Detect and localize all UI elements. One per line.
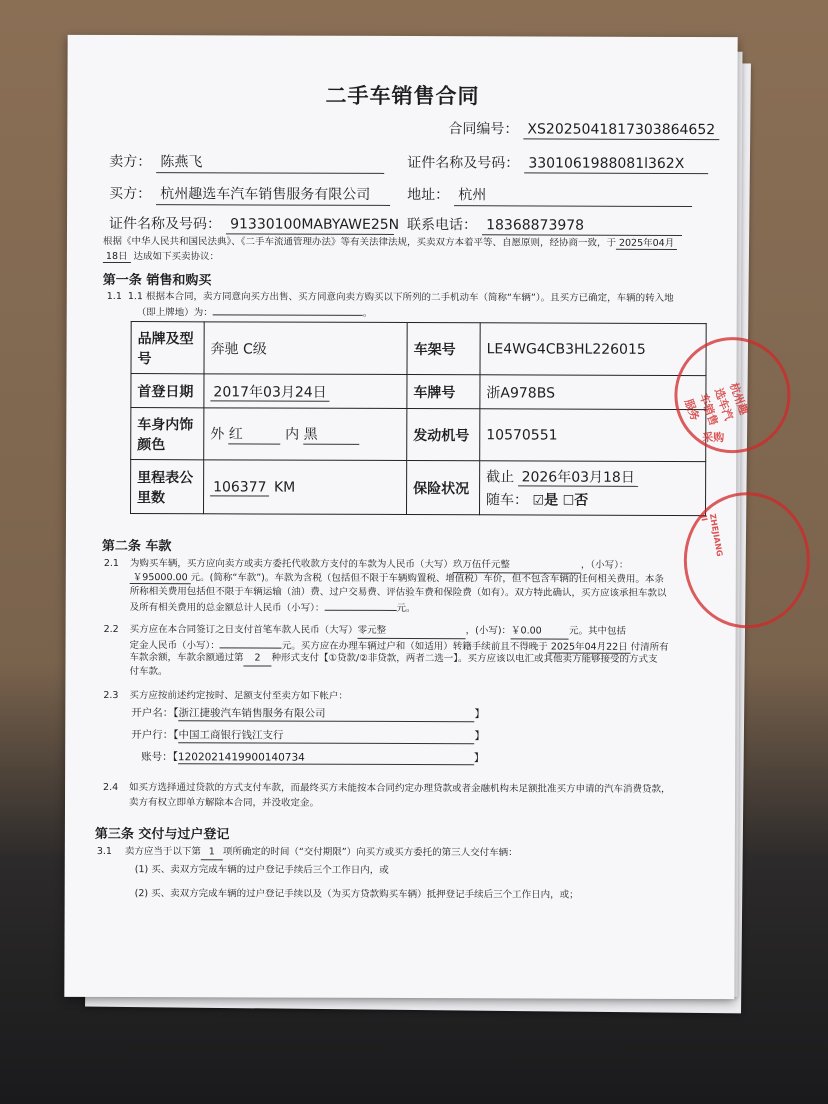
clause-2-2-b: 定金人民币（小写）： [129,640,220,652]
clause-2-3-num: 2.3 [103,689,119,702]
account-name-blank [179,705,475,722]
amount-cn-value: 玖万伍仟元整 [452,559,510,571]
yes-label: 是 [544,492,559,509]
clause-2-2-c: 车款余额，车款余额通过第 [129,652,244,664]
account-bank-label: 开户行：【 [131,729,179,742]
contract-page [64,35,751,999]
buyer-row [109,183,390,206]
engine-value: 10570551 [480,409,706,462]
address-label: 地址： [407,187,450,204]
account-bank-row [131,727,485,744]
vehicle-table [130,321,707,516]
clause-3-1-num: 3.1 [96,845,112,857]
account-bank-value: 中国工商银行钱江支行 [178,729,284,742]
vin-label: 车架号 [407,323,480,375]
mileage-label: 里程表公里数 [131,460,204,514]
clause-3-1-item-1: (1) 买、卖双方完成车辆的过户登记手续后三个工作日内，或 [134,864,389,876]
with-car-label: 随车： [486,492,529,509]
account-name-label: 开户名：【 [131,707,179,720]
total-blank [324,600,396,611]
pay-method-num: 2 [254,652,261,664]
seller-id-label: 证件名称及号码： [407,155,520,172]
item-num-blank [201,845,223,860]
phone-value: 18368873978 [482,217,682,236]
clause-2-3-text: 买方应按前述约定按时、足额支付至卖方如下帐户： [129,690,348,702]
seller-id-value: 3301061988081l362X [524,155,708,174]
clause-2-2-small: ，(小写)： [465,625,512,637]
buyer-value: 杭州趣选车汽车销售服务有限公司 [156,183,390,206]
clause-2-2-a: 买方应在本合同签订之日支付首笔车款人民币（大写） [129,624,358,636]
contract-no-label: 合同编号： [448,121,519,138]
account-name-value: 浙江捷骏汽车销售服务有限公司 [178,707,326,720]
clause-2-2-num: 2.2 [103,623,119,636]
intro-text-2: 达成如下买卖协议： [133,251,220,263]
int-label: 内 [285,426,300,443]
int-color-value: 黑 [303,426,318,443]
brand-label: 品牌及型号 [131,322,204,374]
pay-method-blank [243,651,271,666]
art1-body-2: （即上牌地）为： [136,307,213,319]
reg-date-value: 2017年03月24日 [210,384,329,401]
clause-2-1-num: 2.1 [103,557,119,570]
table-row [131,322,706,376]
clause-2-1-line-4 [130,599,416,616]
mileage-cell [204,460,407,515]
transfer-location-blank [213,304,363,316]
seller-label: 卖方： [109,153,152,171]
phone-row [407,214,682,236]
buyer-id-value: 91330100MABYAWE25N [226,216,394,235]
account-bank-blank [178,727,474,744]
clause-2-2-a-end: 元。其中包括 [569,625,627,637]
first-pay-cn: 零元整 [357,624,387,636]
ext-color-value: 红 [228,426,243,443]
article-1-title: 第一条 销售和购买 [102,272,212,289]
first-pay-blank [511,624,569,639]
bank-seal-text: ZHEJIANG JI [698,512,725,558]
clause-2-4-line-2: 卖方有权立即单方解除本合同，并没收定金。 [128,797,320,809]
deposit-blank [220,637,282,648]
plate-value: 浙A978BS [480,375,706,410]
article-1-text-2 [137,304,373,321]
contract-no-row [448,118,719,139]
clause-2-1-d: 及所有相关费用的总金额总计人民币（小写）： [129,602,325,614]
contract-title: 二手车销售合同 [325,83,480,109]
table-row [131,408,706,462]
insurance-prefix: 截止 [486,469,515,486]
clause-2-2-line-4: 付车款。 [129,666,168,678]
account-no-blank [178,751,474,765]
buyer-id-label: 证件名称及号码： [108,215,222,233]
address-value: 杭州 [454,184,692,207]
clause-2-1-small: ，（小写）： [580,559,629,571]
ext-color-blank [229,423,281,444]
item-num-value: 1 [208,846,215,858]
brand-value: 奔驰 C级 [204,322,407,375]
phone-label: 联系电话： [406,217,478,234]
mileage-unit: KM [273,479,296,496]
bracket-close-1: 】 [474,708,486,721]
checkbox-empty-icon: ☐ [562,493,575,509]
clause-2-2-b3: 付清所有 [630,641,669,653]
ext-label: 外 [210,426,225,443]
clause-2-1-b: 元。(简称“车款”)。车款为含税（包括但不限于车辆购置税、增值税）车价，但不包含车辆的任何相关费用。本条 [190,572,664,585]
article-2-title: 第二条 车款 [101,538,172,555]
art1-num: 1.1 [106,290,122,303]
clause-2-2-c2: 种形式支付【①贷款/②非贷款，两者二选一】。买方应该以电汇或其他卖方能够接受的方式支 [271,652,658,665]
clause-2-1-line-3: 所称相关费用包括但不限于车辆运输（油）费、过户交易费、评估验车费和保险费（如有）。双方特此确认，买方应该承担车款以 [129,586,667,599]
clause-2-1-d-end: 元。 [396,602,416,615]
plate-label: 车牌号 [407,375,480,409]
reg-date-cell [204,374,407,409]
insurance-date: 2026年03月18日 [519,469,638,486]
insurance-date-row [486,466,699,487]
insurance-label: 保险状况 [407,461,480,515]
seller-id-row [407,152,708,174]
art1-body: 1.1 根据本合同，卖方同意向买方出售、买方同意向卖方购买以下所列的二手机动车（简称“车辆”）。且买方已确定，车辆的转入地 [127,291,674,304]
intro-date-2: 18日 [103,251,131,263]
table-row [131,374,706,410]
seal-text: 杭州趣选车汽车销售服务 [681,381,751,428]
clause-2-1-a: 为购买车辆，买方应向卖方或卖方委托代收款方支付的车款为人民币（大写） [129,558,453,571]
amount-value: ￥95000.00 [130,572,191,584]
with-car-row [486,489,699,510]
table-row [131,460,706,516]
int-color-blank [304,424,360,445]
insurance-cell [480,461,706,516]
intro-date: 2025年04月 [616,238,677,250]
clause-2-4-num: 2.4 [103,781,119,794]
clause-3-1-text [125,845,518,861]
clause-2-4-line-1: 如买方选择通过贷款的方式支付车款，而最终买方未能按本合同约定办理贷款或者金融机构未足额批准买方申请的汽车消费贷款， [129,782,671,795]
account-no-row [141,749,484,765]
bracket-close-2: 】 [474,730,486,743]
clause-3-1-a2: 项所确定的时间（“交付期限”）向买方或买方委托的第三人交付车辆： [222,846,518,859]
mileage-value: 106377 [210,479,270,496]
reg-date-label: 首登日期 [131,374,204,408]
final-pay-date: 2025年04月22日 [548,642,631,654]
account-no-value: 1202021419900140734 [177,751,305,764]
intro-line-1 [103,235,677,251]
checkbox-checked-icon: ☑ [532,493,545,509]
color-cell [204,408,407,461]
seller-row [109,151,384,174]
clause-2-2-line-3 [129,651,657,668]
clause-3-1-a: 卖方应当于以下第 [124,846,201,858]
buyer-id-row [108,213,400,235]
clause-2-2-b2: 元。买方应在办理车辆过户和（如适用）转籍手续前且不得晚于 [281,640,548,653]
intro-text: 根据《中华人民共和国民法典》、《二手车流通管理办法》等有关法律法规，买卖双方本着平等、自愿原则，经协商一致，于 [102,235,616,249]
seller-value: 陈燕飞 [156,151,384,174]
clause-3-1-item-2: (2) 买、卖双方完成车辆的过户登记手续以及（为买方贷款购买车辆）抵押登记手续后三个工作日内，或； [134,888,579,901]
no-label: 否 [574,492,589,509]
account-name-row [131,705,485,722]
vin-value: LE4WG4CB3HL226015 [480,323,706,376]
bracket-close-3: 】 [473,752,485,765]
account-no-label: 账号：【 [141,751,178,764]
art1-body-2-end: 。 [362,307,373,319]
first-pay-amount: ￥0.00 [511,625,542,637]
intro-line-2 [103,250,219,264]
contract-no-value: XS2025041817303864652 [523,121,719,140]
bank-seal-stamp [684,492,810,628]
engine-label: 发动机号 [407,409,480,461]
article-3-title: 第三条 交付与过户登记 [94,826,230,843]
buyer-label: 买方： [109,185,152,203]
seal-sub-text: 采购 [702,431,725,445]
color-label: 车身内饰颜色 [131,408,204,460]
address-row [407,184,692,207]
